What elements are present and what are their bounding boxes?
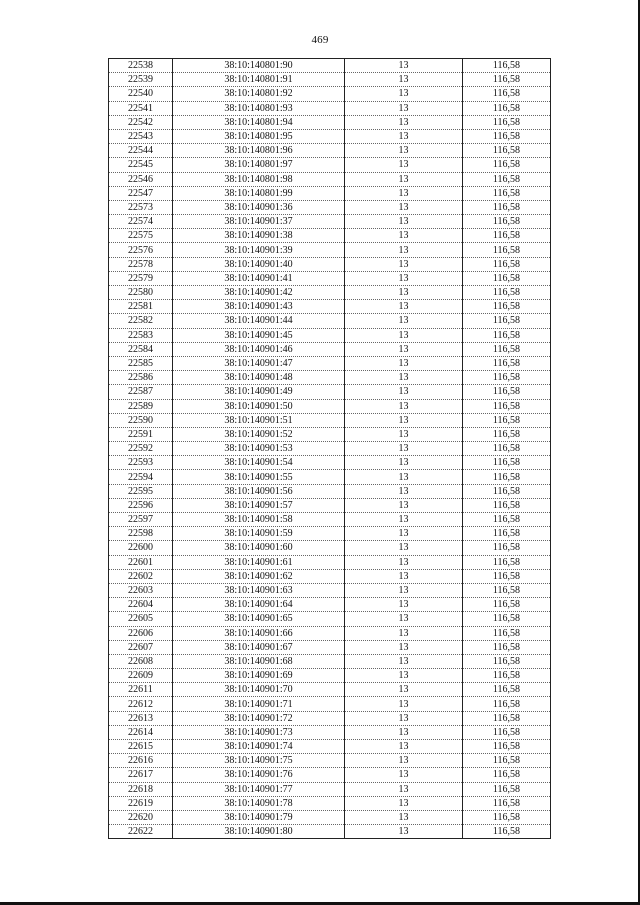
value-cell: 116,58 [463, 669, 551, 683]
table-row [109, 697, 551, 711]
cadastral-number-cell: 38:10:140901:41 [173, 271, 345, 285]
cadastral-number-cell: 38:10:140901:54 [173, 456, 345, 470]
row-number-cell: 22538 [109, 59, 173, 73]
table-row [109, 669, 551, 683]
cadastral-number-cell: 38:10:140901:67 [173, 640, 345, 654]
code-cell: 13 [345, 669, 463, 683]
table-row [109, 498, 551, 512]
row-number-cell: 22603 [109, 583, 173, 597]
table-row [109, 810, 551, 824]
cadastral-number-cell: 38:10:140901:79 [173, 810, 345, 824]
cadastral-number-cell: 38:10:140901:70 [173, 683, 345, 697]
table-row [109, 271, 551, 285]
table-row [109, 456, 551, 470]
table-row [109, 484, 551, 498]
code-cell: 13 [345, 385, 463, 399]
cadastral-number-cell: 38:10:140901:48 [173, 371, 345, 385]
row-number-cell: 22605 [109, 612, 173, 626]
cadastral-number-cell: 38:10:140901:47 [173, 356, 345, 370]
cadastral-number-cell: 38:10:140901:38 [173, 229, 345, 243]
row-number-cell: 22595 [109, 484, 173, 498]
cadastral-number-cell: 38:10:140901:62 [173, 569, 345, 583]
table-row [109, 683, 551, 697]
value-cell: 116,58 [463, 101, 551, 115]
table-row [109, 115, 551, 129]
row-number-cell: 22601 [109, 555, 173, 569]
cadastral-number-cell: 38:10:140901:43 [173, 300, 345, 314]
code-cell: 13 [345, 796, 463, 810]
table-row [109, 470, 551, 484]
row-number-cell: 22587 [109, 385, 173, 399]
cadastral-number-cell: 38:10:140901:66 [173, 626, 345, 640]
value-cell: 116,58 [463, 810, 551, 824]
value-cell: 116,58 [463, 484, 551, 498]
table-row [109, 796, 551, 810]
code-cell: 13 [345, 754, 463, 768]
cadastral-number-cell: 38:10:140901:37 [173, 215, 345, 229]
value-cell: 116,58 [463, 626, 551, 640]
table-row [109, 740, 551, 754]
value-cell: 116,58 [463, 513, 551, 527]
cadastral-number-cell: 38:10:140901:65 [173, 612, 345, 626]
cadastral-number-cell: 38:10:140801:95 [173, 129, 345, 143]
value-cell: 116,58 [463, 612, 551, 626]
code-cell: 13 [345, 697, 463, 711]
value-cell: 116,58 [463, 640, 551, 654]
cadastral-number-cell: 38:10:140801:99 [173, 186, 345, 200]
cadastral-number-cell: 38:10:140801:93 [173, 101, 345, 115]
cadastral-number-cell: 38:10:140901:42 [173, 286, 345, 300]
value-cell: 116,58 [463, 385, 551, 399]
value-cell: 116,58 [463, 442, 551, 456]
code-cell: 13 [345, 725, 463, 739]
value-cell: 116,58 [463, 796, 551, 810]
value-cell: 116,58 [463, 73, 551, 87]
value-cell: 116,58 [463, 413, 551, 427]
row-number-cell: 22620 [109, 810, 173, 824]
code-cell: 13 [345, 740, 463, 754]
value-cell: 116,58 [463, 314, 551, 328]
table-row [109, 286, 551, 300]
table-row [109, 73, 551, 87]
code-cell: 13 [345, 456, 463, 470]
code-cell: 13 [345, 129, 463, 143]
cadastral-number-cell: 38:10:140801:90 [173, 59, 345, 73]
cadastral-number-cell: 38:10:140901:78 [173, 796, 345, 810]
cadastral-number-cell: 38:10:140801:96 [173, 144, 345, 158]
row-number-cell: 22612 [109, 697, 173, 711]
table-row [109, 598, 551, 612]
row-number-cell: 22584 [109, 342, 173, 356]
table-row [109, 385, 551, 399]
table-row [109, 399, 551, 413]
cadastral-number-cell: 38:10:140901:74 [173, 740, 345, 754]
table-row [109, 427, 551, 441]
value-cell: 116,58 [463, 725, 551, 739]
cadastral-number-cell: 38:10:140801:92 [173, 87, 345, 101]
table-row [109, 442, 551, 456]
table-row [109, 342, 551, 356]
value-cell: 116,58 [463, 371, 551, 385]
value-cell: 116,58 [463, 569, 551, 583]
value-cell: 116,58 [463, 782, 551, 796]
row-number-cell: 22593 [109, 456, 173, 470]
table-row [109, 513, 551, 527]
code-cell: 13 [345, 782, 463, 796]
row-number-cell: 22582 [109, 314, 173, 328]
value-cell: 116,58 [463, 342, 551, 356]
row-number-cell: 22539 [109, 73, 173, 87]
value-cell: 116,58 [463, 697, 551, 711]
value-cell: 116,58 [463, 356, 551, 370]
code-cell: 13 [345, 527, 463, 541]
value-cell: 116,58 [463, 172, 551, 186]
table-row [109, 59, 551, 73]
value-cell: 116,58 [463, 271, 551, 285]
cadastral-number-cell: 38:10:140901:49 [173, 385, 345, 399]
code-cell: 13 [345, 427, 463, 441]
cadastral-number-cell: 38:10:140901:60 [173, 541, 345, 555]
table-row [109, 328, 551, 342]
table-row [109, 172, 551, 186]
table-row [109, 144, 551, 158]
code-cell: 13 [345, 825, 463, 839]
code-cell: 13 [345, 470, 463, 484]
code-cell: 13 [345, 683, 463, 697]
table-row [109, 186, 551, 200]
value-cell: 116,58 [463, 215, 551, 229]
code-cell: 13 [345, 101, 463, 115]
cadastral-number-cell: 38:10:140901:69 [173, 669, 345, 683]
code-cell: 13 [345, 314, 463, 328]
cadastral-number-cell: 38:10:140901:77 [173, 782, 345, 796]
table-row [109, 243, 551, 257]
code-cell: 13 [345, 229, 463, 243]
code-cell: 13 [345, 569, 463, 583]
cadastral-number-cell: 38:10:140901:36 [173, 200, 345, 214]
row-number-cell: 22540 [109, 87, 173, 101]
row-number-cell: 22602 [109, 569, 173, 583]
value-cell: 116,58 [463, 158, 551, 172]
code-cell: 13 [345, 810, 463, 824]
value-cell: 116,58 [463, 399, 551, 413]
row-number-cell: 22541 [109, 101, 173, 115]
row-number-cell: 22575 [109, 229, 173, 243]
code-cell: 13 [345, 442, 463, 456]
row-number-cell: 22591 [109, 427, 173, 441]
row-number-cell: 22616 [109, 754, 173, 768]
cadastral-number-cell: 38:10:140901:63 [173, 583, 345, 597]
row-number-cell: 22619 [109, 796, 173, 810]
value-cell: 116,58 [463, 555, 551, 569]
table-row [109, 129, 551, 143]
code-cell: 13 [345, 257, 463, 271]
row-number-cell: 22615 [109, 740, 173, 754]
value-cell: 116,58 [463, 740, 551, 754]
table-row [109, 229, 551, 243]
row-number-cell: 22608 [109, 654, 173, 668]
cadastral-number-cell: 38:10:140901:73 [173, 725, 345, 739]
cadastral-number-cell: 38:10:140901:46 [173, 342, 345, 356]
row-number-cell: 22583 [109, 328, 173, 342]
value-cell: 116,58 [463, 200, 551, 214]
cadastral-number-cell: 38:10:140901:75 [173, 754, 345, 768]
code-cell: 13 [345, 243, 463, 257]
row-number-cell: 22573 [109, 200, 173, 214]
code-cell: 13 [345, 172, 463, 186]
cadastral-number-cell: 38:10:140901:52 [173, 427, 345, 441]
cadastral-number-cell: 38:10:140901:59 [173, 527, 345, 541]
code-cell: 13 [345, 640, 463, 654]
row-number-cell: 22607 [109, 640, 173, 654]
code-cell: 13 [345, 144, 463, 158]
code-cell: 13 [345, 73, 463, 87]
row-number-cell: 22622 [109, 825, 173, 839]
cadastral-number-cell: 38:10:140901:57 [173, 498, 345, 512]
row-number-cell: 22578 [109, 257, 173, 271]
value-cell: 116,58 [463, 229, 551, 243]
table-row [109, 158, 551, 172]
table-row [109, 541, 551, 555]
table-row [109, 300, 551, 314]
code-cell: 13 [345, 413, 463, 427]
cadastral-number-cell: 38:10:140901:61 [173, 555, 345, 569]
cadastral-number-cell: 38:10:140801:94 [173, 115, 345, 129]
row-number-cell: 22579 [109, 271, 173, 285]
row-number-cell: 22544 [109, 144, 173, 158]
table-row [109, 768, 551, 782]
table-row [109, 640, 551, 654]
row-number-cell: 22611 [109, 683, 173, 697]
cadastral-number-cell: 38:10:140901:76 [173, 768, 345, 782]
cadastral-number-cell: 38:10:140901:72 [173, 711, 345, 725]
row-number-cell: 22614 [109, 725, 173, 739]
code-cell: 13 [345, 583, 463, 597]
table-row [109, 725, 551, 739]
table-row [109, 87, 551, 101]
cadastral-number-cell: 38:10:140901:56 [173, 484, 345, 498]
table-row [109, 257, 551, 271]
cadastral-number-cell: 38:10:140901:71 [173, 697, 345, 711]
row-number-cell: 22581 [109, 300, 173, 314]
row-number-cell: 22600 [109, 541, 173, 555]
value-cell: 116,58 [463, 768, 551, 782]
value-cell: 116,58 [463, 286, 551, 300]
code-cell: 13 [345, 356, 463, 370]
code-cell: 13 [345, 626, 463, 640]
cadastral-number-cell: 38:10:140901:51 [173, 413, 345, 427]
row-number-cell: 22543 [109, 129, 173, 143]
row-number-cell: 22574 [109, 215, 173, 229]
value-cell: 116,58 [463, 243, 551, 257]
code-cell: 13 [345, 399, 463, 413]
code-cell: 13 [345, 200, 463, 214]
cadastral-number-cell: 38:10:140901:50 [173, 399, 345, 413]
value-cell: 116,58 [463, 654, 551, 668]
code-cell: 13 [345, 484, 463, 498]
cadastral-number-cell: 38:10:140901:39 [173, 243, 345, 257]
value-cell: 116,58 [463, 87, 551, 101]
code-cell: 13 [345, 371, 463, 385]
value-cell: 116,58 [463, 328, 551, 342]
row-number-cell: 22580 [109, 286, 173, 300]
code-cell: 13 [345, 654, 463, 668]
cadastral-number-cell: 38:10:140801:98 [173, 172, 345, 186]
table-row [109, 101, 551, 115]
value-cell: 116,58 [463, 541, 551, 555]
cadastral-register-table [108, 58, 551, 839]
value-cell: 116,58 [463, 527, 551, 541]
value-cell: 116,58 [463, 598, 551, 612]
table-row [109, 626, 551, 640]
cadastral-number-cell: 38:10:140901:55 [173, 470, 345, 484]
table-row [109, 371, 551, 385]
value-cell: 116,58 [463, 115, 551, 129]
table-row [109, 711, 551, 725]
code-cell: 13 [345, 513, 463, 527]
code-cell: 13 [345, 215, 463, 229]
cadastral-number-cell: 38:10:140901:40 [173, 257, 345, 271]
code-cell: 13 [345, 768, 463, 782]
table-row [109, 754, 551, 768]
code-cell: 13 [345, 342, 463, 356]
table-row [109, 612, 551, 626]
value-cell: 116,58 [463, 583, 551, 597]
row-number-cell: 22596 [109, 498, 173, 512]
row-number-cell: 22604 [109, 598, 173, 612]
value-cell: 116,58 [463, 300, 551, 314]
value-cell: 116,58 [463, 498, 551, 512]
code-cell: 13 [345, 286, 463, 300]
page-number: 469 [311, 34, 329, 46]
code-cell: 13 [345, 115, 463, 129]
table-row [109, 314, 551, 328]
table-row [109, 583, 551, 597]
cadastral-number-cell: 38:10:140801:91 [173, 73, 345, 87]
row-number-cell: 22592 [109, 442, 173, 456]
row-number-cell: 22617 [109, 768, 173, 782]
table-row [109, 356, 551, 370]
table-row [109, 654, 551, 668]
code-cell: 13 [345, 541, 463, 555]
table-row [109, 200, 551, 214]
code-cell: 13 [345, 158, 463, 172]
row-number-cell: 22589 [109, 399, 173, 413]
code-cell: 13 [345, 328, 463, 342]
row-number-cell: 22542 [109, 115, 173, 129]
code-cell: 13 [345, 711, 463, 725]
table-row [109, 413, 551, 427]
cadastral-number-cell: 38:10:140801:97 [173, 158, 345, 172]
row-number-cell: 22586 [109, 371, 173, 385]
table-row [109, 555, 551, 569]
table-row [109, 569, 551, 583]
row-number-cell: 22618 [109, 782, 173, 796]
table-row [109, 825, 551, 839]
row-number-cell: 22598 [109, 527, 173, 541]
cadastral-number-cell: 38:10:140901:53 [173, 442, 345, 456]
code-cell: 13 [345, 186, 463, 200]
row-number-cell: 22585 [109, 356, 173, 370]
row-number-cell: 22547 [109, 186, 173, 200]
row-number-cell: 22576 [109, 243, 173, 257]
value-cell: 116,58 [463, 470, 551, 484]
cadastral-number-cell: 38:10:140901:45 [173, 328, 345, 342]
row-number-cell: 22545 [109, 158, 173, 172]
code-cell: 13 [345, 612, 463, 626]
row-number-cell: 22613 [109, 711, 173, 725]
code-cell: 13 [345, 498, 463, 512]
cadastral-number-cell: 38:10:140901:58 [173, 513, 345, 527]
value-cell: 116,58 [463, 129, 551, 143]
value-cell: 116,58 [463, 711, 551, 725]
table-row [109, 215, 551, 229]
value-cell: 116,58 [463, 427, 551, 441]
code-cell: 13 [345, 87, 463, 101]
value-cell: 116,58 [463, 825, 551, 839]
code-cell: 13 [345, 271, 463, 285]
value-cell: 116,58 [463, 59, 551, 73]
register-table-body [109, 59, 551, 839]
cadastral-number-cell: 38:10:140901:80 [173, 825, 345, 839]
row-number-cell: 22609 [109, 669, 173, 683]
code-cell: 13 [345, 59, 463, 73]
cadastral-number-cell: 38:10:140901:64 [173, 598, 345, 612]
code-cell: 13 [345, 598, 463, 612]
value-cell: 116,58 [463, 257, 551, 271]
code-cell: 13 [345, 555, 463, 569]
table-row [109, 782, 551, 796]
row-number-cell: 22597 [109, 513, 173, 527]
row-number-cell: 22594 [109, 470, 173, 484]
cadastral-number-cell: 38:10:140901:44 [173, 314, 345, 328]
value-cell: 116,58 [463, 456, 551, 470]
row-number-cell: 22590 [109, 413, 173, 427]
row-number-cell: 22606 [109, 626, 173, 640]
row-number-cell: 22546 [109, 172, 173, 186]
value-cell: 116,58 [463, 754, 551, 768]
cadastral-number-cell: 38:10:140901:68 [173, 654, 345, 668]
value-cell: 116,58 [463, 144, 551, 158]
code-cell: 13 [345, 300, 463, 314]
table-row [109, 527, 551, 541]
value-cell: 116,58 [463, 186, 551, 200]
value-cell: 116,58 [463, 683, 551, 697]
